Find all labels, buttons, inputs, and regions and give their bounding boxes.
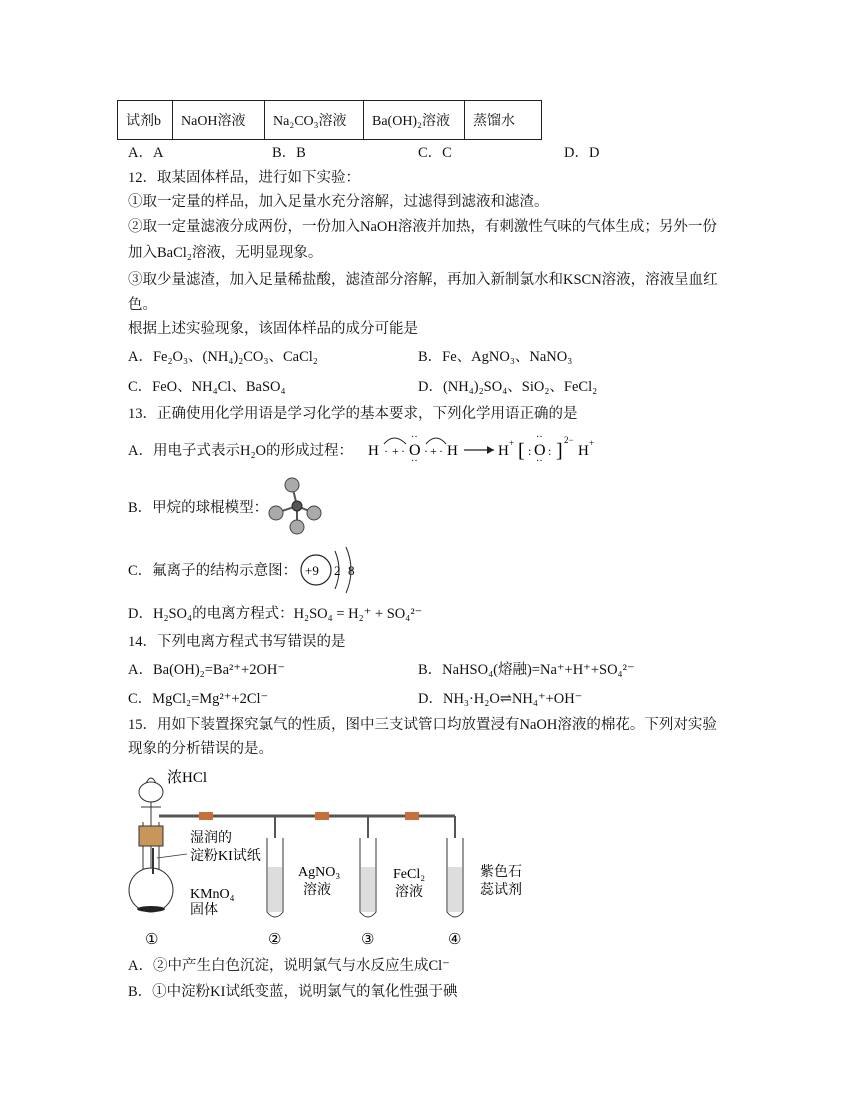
label-fecl2: FeCl₂	[393, 867, 426, 882]
q14-option-d: D．NH₃·H₂O⇌NH₄⁺+OH⁻	[418, 691, 583, 707]
q12-stem: 12．取某固体样品，进行如下实验：	[128, 170, 360, 186]
reagent-table	[117, 100, 542, 140]
q11-option-a: A．A	[128, 145, 164, 161]
svg-text:H: H	[498, 443, 509, 459]
q13-option-d: D．H₂SO₄的电离方程式：H₂SO₄ = H₂⁺ + SO₄²⁻	[128, 606, 423, 622]
chlorine-apparatus-diagram	[125, 762, 545, 952]
svg-text:··: ··	[536, 432, 543, 443]
q11-option-b: B．B	[272, 145, 306, 161]
label-hcl: 浓HCl	[167, 770, 208, 786]
fluoride-ion-structure-diagram	[298, 543, 362, 597]
q14-option-c: C．MgCl₂=Mg²⁺+2Cl⁻	[128, 691, 269, 707]
table-cell: 试剂b	[118, 101, 173, 140]
q13-option-b: B．甲烷的球棍模型：	[128, 500, 269, 516]
q15-option-a: A．②中产生白色沉淀，说明氯气与水反应生成Cl⁻	[128, 958, 450, 974]
label-agno3-soln: 溶液	[303, 883, 331, 898]
label-agno3: AgNO₃	[298, 865, 341, 880]
label-solid: 固体	[190, 903, 218, 918]
q15-stem: 15．用如下装置探究氯气的性质，图中三支试管口均放置浸有NaOH溶液的棉花。下列对实验	[128, 717, 717, 733]
svg-text:·: ·	[401, 444, 405, 458]
svg-text:[: [	[518, 440, 525, 462]
q12-option-a: A．Fe₂O₃、(NH₄)₂CO₃、CaCl₂	[128, 349, 318, 365]
svg-text:·: ·	[384, 444, 388, 458]
svg-text:H: H	[447, 443, 458, 459]
label-litmus-2: 蕊试剂	[480, 883, 522, 898]
svg-text:O: O	[534, 442, 546, 459]
methane-ball-stick-model	[266, 475, 328, 537]
svg-text:+: +	[392, 444, 399, 458]
table-cell: 蒸馏水	[465, 101, 542, 140]
table-cell: Na₂CO₃溶液	[265, 101, 364, 140]
svg-text:··: ··	[536, 456, 543, 467]
q11-option-c: C．C	[418, 145, 452, 161]
q13-option-a: A．用电子式表示H₂O的形成过程：	[128, 443, 353, 459]
label-n3: ③	[361, 932, 375, 948]
label-paper-2: 淀粉KI试纸	[190, 849, 261, 864]
q12-option-c: C．FeO、NH₄Cl、BaSO₄	[128, 379, 286, 395]
q15-option-b: B．①中淀粉KI试纸变蓝，说明氯气的氧化性强于碘	[128, 984, 458, 1000]
table-cell: NaOH溶液	[173, 101, 265, 140]
label-n4: ④	[448, 932, 462, 948]
q13-option-c: C．氟离子的结构示意图：	[128, 563, 298, 579]
q12-step2-cont: 加入BaCl₂溶液，无明显现象。	[128, 245, 323, 261]
shell-2-label: 8	[348, 563, 355, 578]
svg-text:O: O	[409, 442, 421, 459]
svg-text::: :	[528, 444, 532, 458]
svg-text:H: H	[368, 443, 379, 459]
q12-option-d: D．(NH₄)₂SO₄、SiO₂、FeCl₂	[418, 379, 598, 395]
q14-option-b: B．NaHSO₄(熔融)=Na⁺+H⁺+SO₄²⁻	[418, 662, 635, 678]
svg-text:]: ]	[556, 440, 563, 462]
svg-text:·: ·	[439, 444, 443, 458]
svg-text:··: ··	[411, 432, 418, 443]
label-paper-1: 湿润的	[190, 831, 232, 846]
label-litmus-1: 紫色石	[480, 865, 522, 880]
svg-text:+: +	[430, 444, 437, 458]
q12-conclusion: 根据上述实验现象，该固体样品的成分可能是	[128, 321, 418, 337]
nucleus-label: +9	[305, 563, 319, 578]
svg-text:··: ··	[411, 456, 418, 467]
q14-stem: 14．下列电离方程式书写错误的是	[128, 634, 346, 650]
label-n1: ①	[145, 932, 159, 948]
shell-1-label: 2	[334, 563, 341, 578]
label-n2: ②	[268, 932, 282, 948]
svg-text:2−: 2−	[564, 435, 574, 445]
q15-stem-cont: 现象的分析错误的是。	[128, 741, 273, 757]
q12-step3: ③取少量滤渣，加入足量稀盐酸，滤渣部分溶解，再加入新制氯水和KSCN溶液，溶液呈血红	[128, 272, 718, 288]
q13-stem: 13．正确使用化学用语是学习化学的基本要求，下列化学用语正确的是	[128, 406, 578, 422]
svg-text:+: +	[589, 438, 595, 448]
q12-option-b: B．Fe、AgNO₃、NaNO₃	[418, 349, 573, 365]
svg-text:+: +	[509, 438, 515, 448]
svg-text:H: H	[578, 443, 589, 459]
q11-option-d: D．D	[564, 145, 600, 161]
label-fecl2-soln: 溶液	[395, 885, 423, 900]
electron-formula-diagram	[366, 428, 606, 468]
q12-step3-cont: 色。	[128, 297, 157, 313]
q12-step1: ①取一定量的样品，加入足量水充分溶解，过滤得到滤液和滤渣。	[128, 194, 549, 210]
q12-step2: ②取一定量滤液分成两份，一份加入NaOH溶液并加热，有刺激性气味的气体生成；另外一份	[128, 219, 717, 235]
svg-text::: :	[548, 444, 552, 458]
label-kmno4: KMnO₄	[190, 887, 235, 902]
q14-option-a: A．Ba(OH)₂=Ba²⁺+2OH⁻	[128, 662, 286, 678]
table-cell: Ba(OH)₂溶液	[364, 101, 465, 140]
svg-text:·: ·	[424, 444, 428, 458]
